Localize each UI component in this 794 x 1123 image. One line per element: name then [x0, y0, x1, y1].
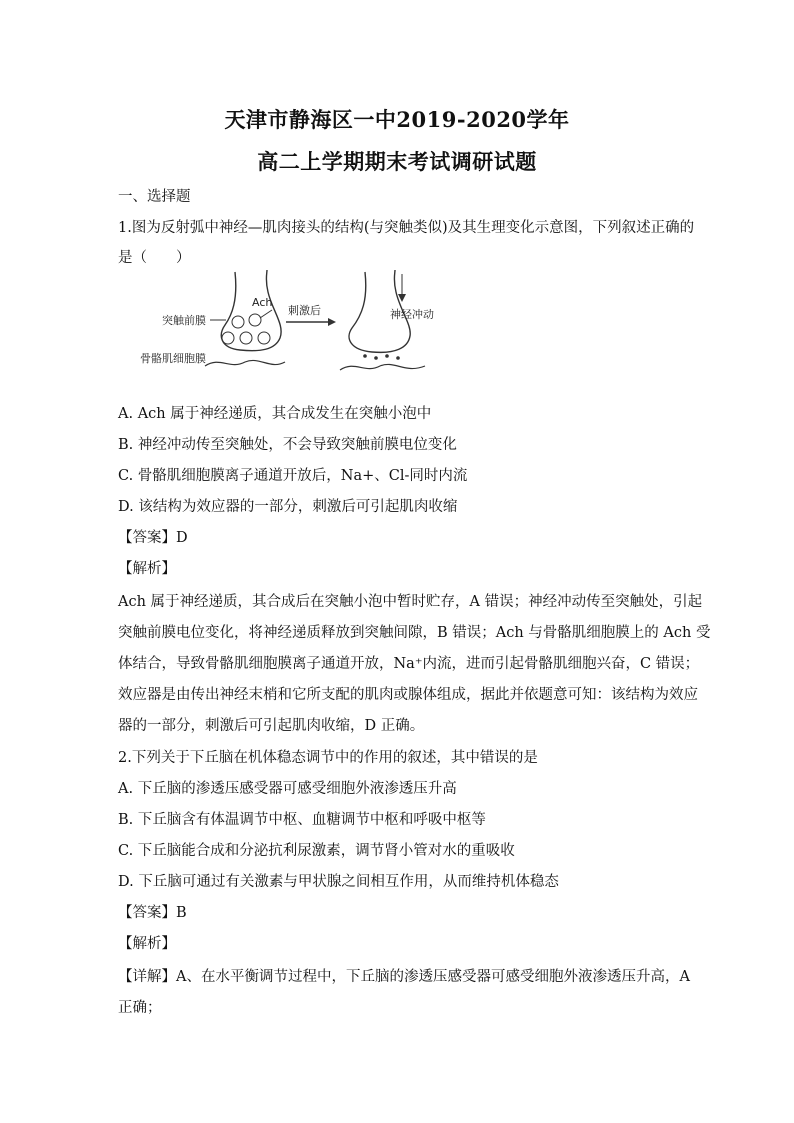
section-heading: 一、选择题 — [118, 189, 191, 205]
stimulus-label: 刺激后 — [288, 304, 321, 317]
ach-label: Ach — [252, 296, 273, 309]
q2-option-a: A. 下丘脑的渗透压感受器可感受细胞外液渗透压升高 — [118, 781, 457, 797]
q1-option-a: A. Ach 属于神经递质，其合成发生在突触小泡中 — [118, 406, 432, 422]
q1-analysis-label: 【解析】 — [118, 561, 176, 577]
ach-pointer — [260, 310, 272, 318]
q2-option-b: B. 下丘脑含有体温调节中枢、血糖调节中枢和呼吸中枢等 — [118, 812, 486, 828]
q2-analysis-label: 【解析】 — [118, 936, 176, 952]
muscle-membrane-left — [205, 360, 285, 366]
q2-option-d: D. 下丘脑可通过有关激素与甲状腺之间相互作用，从而维持机体稳态 — [118, 874, 559, 890]
vesicle — [240, 332, 252, 344]
q1-analysis-line: 体结合，导致骨骼肌细胞膜离子通道开放，Na⁺内流，进而引起骨骼肌细胞兴奋，C 错误； — [118, 656, 700, 672]
vesicle — [222, 332, 234, 344]
q2-answer: 【答案】B — [118, 905, 187, 921]
presynaptic-membrane-label: 突触前膜 — [162, 314, 206, 327]
vesicle — [258, 332, 270, 344]
q1-analysis-line: 器的一部分，刺激后可引起肌肉收缩，D 正确。 — [118, 718, 425, 734]
question-2-stem: 2.下列关于下丘脑在机体稳态调节中的作用的叙述，其中错误的是 — [118, 750, 538, 766]
q1-analysis-line: Ach 属于神经递质，其合成后在突触小泡中暂时贮存，A 错误；神经冲动传至突触处，引起 — [118, 594, 703, 610]
document-subtitle: 高二上学期期末考试调研试题 — [257, 149, 537, 174]
question-1-stem: 1.图为反射弧中神经—肌肉接头的结构(与突触类似)及其生理变化示意图，下列叙述正确的 — [118, 220, 695, 236]
ach-dot — [396, 356, 400, 360]
vesicle — [232, 316, 244, 328]
muscle-membrane-right — [340, 364, 425, 370]
ach-dot — [363, 354, 367, 358]
question-1-stem-cont: 是（ ） — [118, 250, 191, 266]
ach-dot — [374, 356, 378, 360]
q2-detail-line: 【详解】A、在水平衡调节过程中，下丘脑的渗透压感受器可感受细胞外液渗透压升高，A — [118, 969, 690, 985]
q1-analysis-line: 效应器是由传出神经末梢和它所支配的肌肉或腺体组成，据此并依题意可知：该结构为效应 — [118, 687, 698, 703]
q1-analysis-line: 突触前膜电位变化，将神经递质释放到突触间隙，B 错误；Ach 与骨骼肌细胞膜上的 Ach 受 — [118, 625, 711, 641]
q1-option-c: C. 骨骼肌细胞膜离子通道开放后，Na+、Cl-同时内流 — [118, 468, 468, 484]
q2-option-c: C. 下丘脑能合成和分泌抗利尿激素，调节肾小管对水的重吸收 — [118, 843, 515, 859]
q2-detail-line: 正确； — [118, 1000, 162, 1016]
q1-option-b: B. 神经冲动传至突触处，不会导致突触前膜电位变化 — [118, 437, 457, 453]
nerve-impulse-label: 神经冲动 — [390, 308, 434, 321]
stimulus-arrowhead — [328, 318, 336, 326]
q1-option-d: D. 该结构为效应器的一部分，刺激后可引起肌肉收缩 — [118, 499, 458, 515]
muscle-membrane-label: 骨骼肌细胞膜 — [140, 352, 206, 365]
q1-answer: 【答案】D — [118, 530, 188, 546]
neuromuscular-junction-figure — [140, 270, 440, 390]
document-title: 天津市静海区一中2019-2020学年 — [224, 107, 570, 132]
vesicle — [249, 314, 261, 326]
ach-dot — [385, 354, 389, 358]
